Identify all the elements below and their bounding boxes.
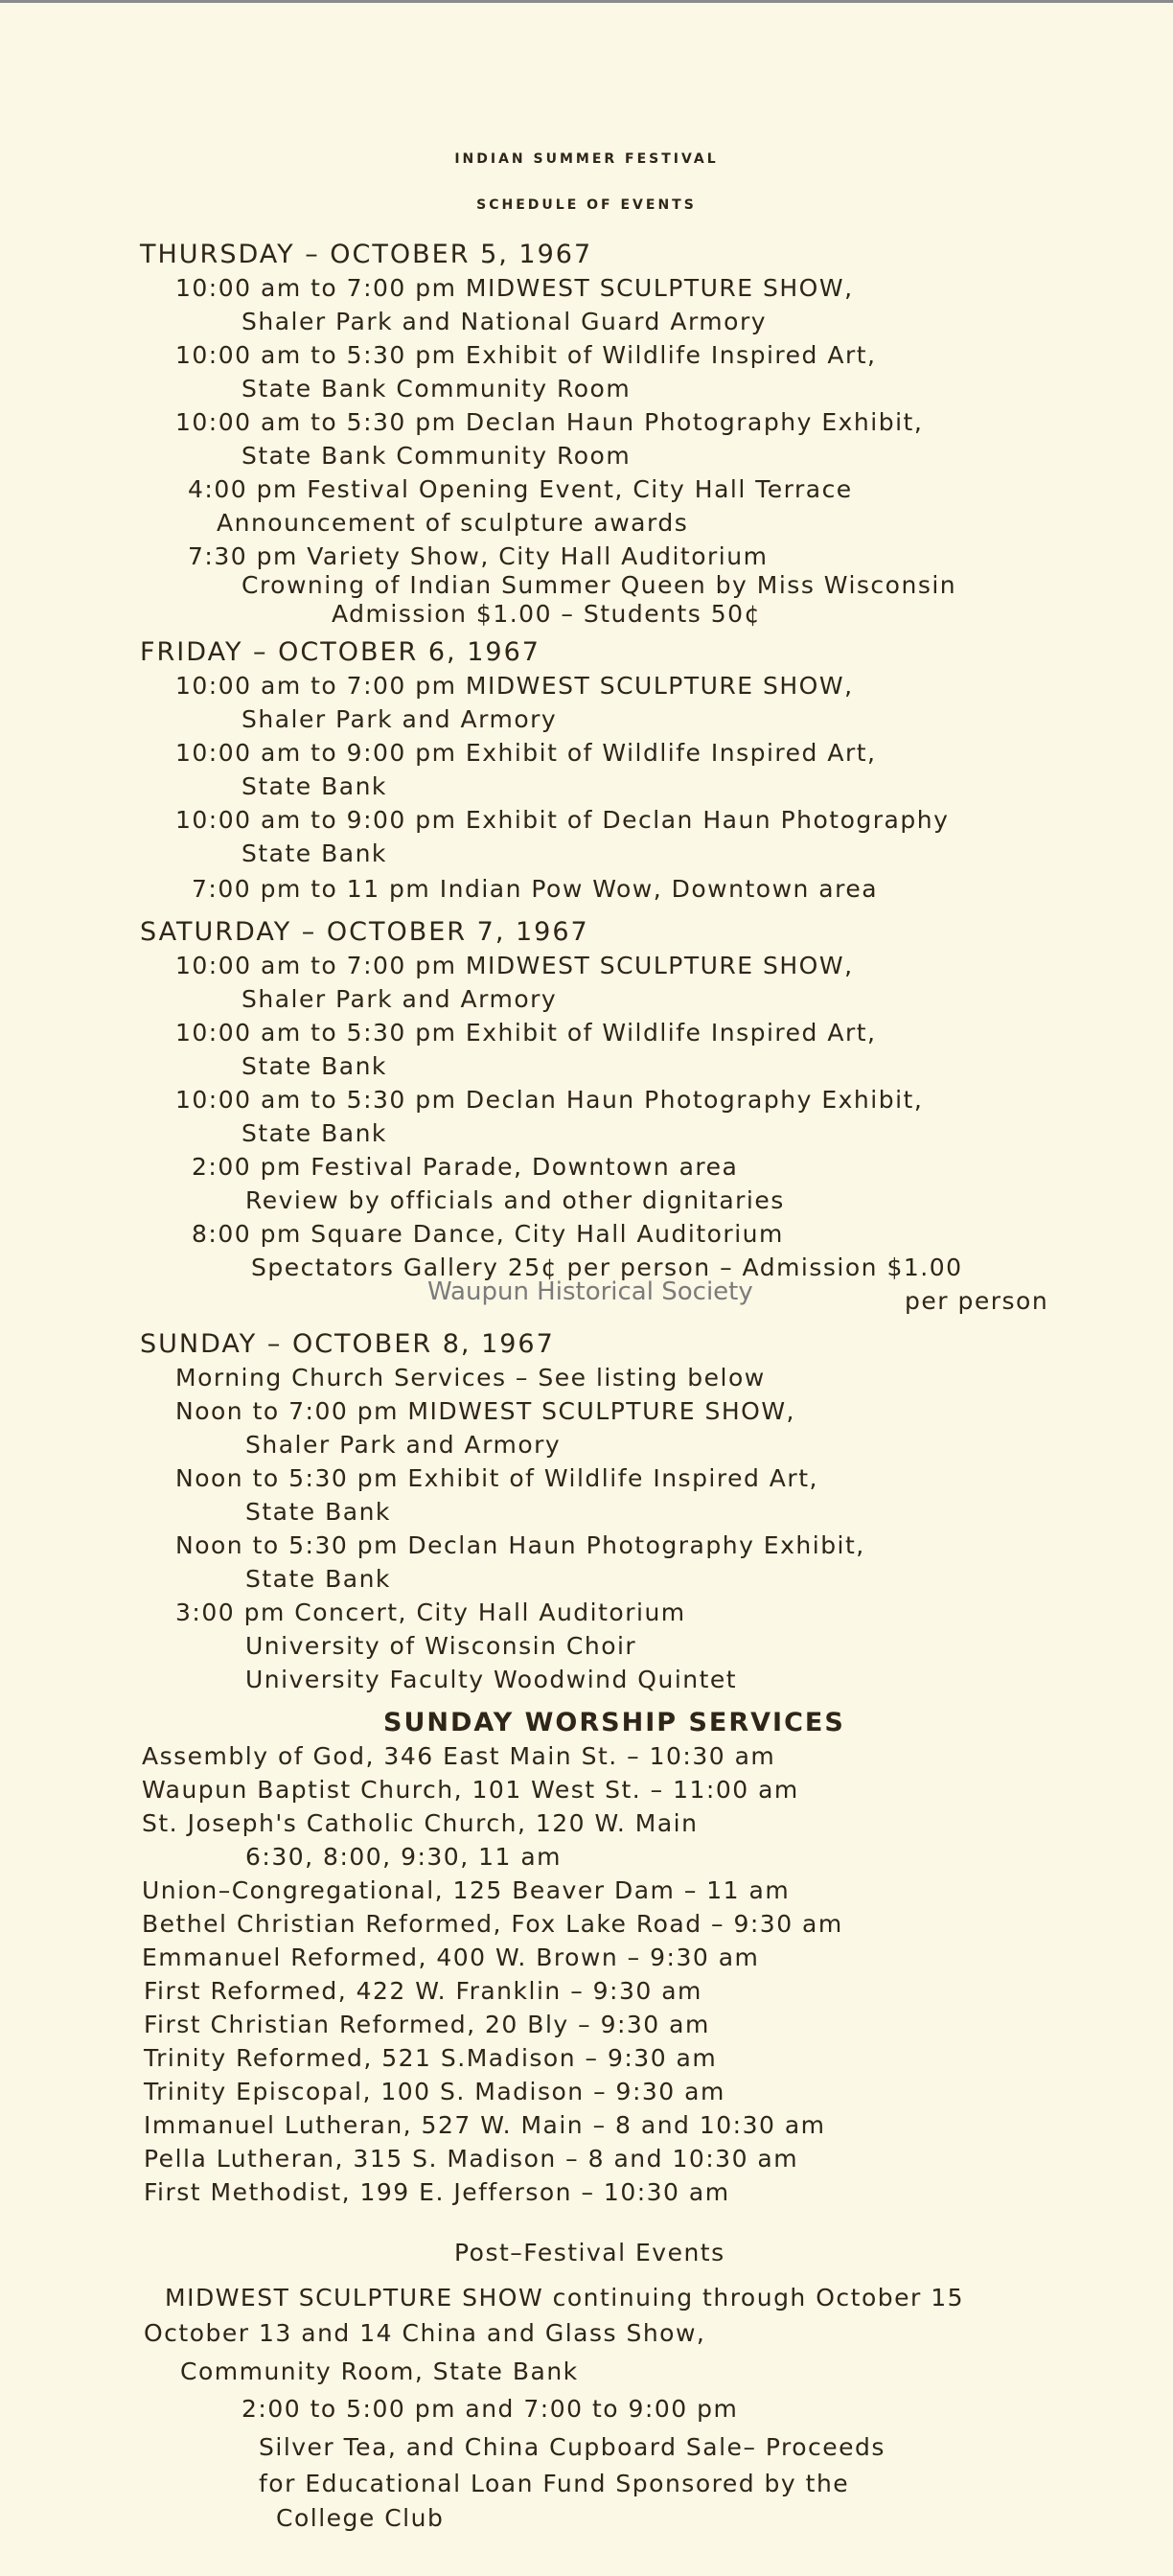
church-line: First Reformed, 422 W. Franklin – 9:30 am (144, 1977, 702, 2005)
event-detail: State Bank (242, 1052, 387, 1080)
event-line: 7:30 pm Variety Show, City Hall Auditorium (188, 542, 769, 570)
event-line: 4:00 pm Festival Opening Event, City Hall Terrace (188, 475, 853, 503)
top-rule (0, 0, 1173, 3)
saturday-heading: SATURDAY – OCTOBER 7, 1967 (140, 917, 589, 947)
event-detail: State Bank Community Room (242, 442, 632, 470)
event-line: 3:00 pm Concert, City Hall Auditorium (175, 1598, 686, 1626)
event-detail: Admission $1.00 – Students 50¢ (332, 600, 761, 628)
sunday-heading: SUNDAY – OCTOBER 8, 1967 (140, 1329, 555, 1359)
friday-heading: FRIDAY – OCTOBER 6, 1967 (140, 637, 540, 667)
post-event-line: MIDWEST SCULPTURE SHOW continuing through October 15 (165, 2284, 965, 2312)
church-line: St. Joseph's Catholic Church, 120 W. Main (142, 1809, 699, 1837)
title-line-2: SCHEDULE OF EVENTS (476, 197, 697, 213)
church-line: First Methodist, 199 E. Jefferson – 10:30 am (144, 2178, 730, 2206)
event-line: Noon to 5:30 pm Declan Haun Photography Exhibit, (175, 1531, 865, 1559)
event-detail: Announcement of sculpture awards (217, 509, 689, 537)
event-detail: State Bank (242, 1119, 387, 1147)
event-detail: State Bank (242, 772, 387, 800)
post-event-line: October 13 and 14 China and Glass Show, (144, 2319, 706, 2347)
church-line: First Christian Reformed, 20 Bly – 9:30 am (144, 2011, 710, 2038)
event-line: 10:00 am to 7:00 pm MIDWEST SCULPTURE SHOW, (175, 952, 854, 979)
post-event-detail: College Club (276, 2504, 445, 2532)
event-detail: Shaler Park and Armory (242, 985, 558, 1013)
event-line: 7:00 pm to 11 pm Indian Pow Wow, Downtown area (192, 875, 879, 903)
event-detail: University Faculty Woodwind Quintet (245, 1666, 738, 1693)
event-detail: State Bank (245, 1498, 391, 1526)
post-event-detail: Silver Tea, and China Cupboard Sale– Proceeds (259, 2433, 886, 2461)
thursday-heading: THURSDAY – OCTOBER 5, 1967 (140, 240, 593, 269)
event-detail: State Bank (245, 1565, 391, 1593)
church-line: Emmanuel Reformed, 400 W. Brown – 9:30 am (142, 1944, 760, 1971)
event-detail: Shaler Park and Armory (242, 705, 558, 733)
event-line: 10:00 am to 9:00 pm Exhibit of Wildlife Inspired Art, (175, 739, 877, 767)
post-festival-heading: Post–Festival Events (454, 2239, 725, 2266)
event-line: Noon to 5:30 pm Exhibit of Wildlife Inspired Art, (175, 1464, 818, 1492)
event-detail: per person (905, 1287, 1049, 1315)
event-line: 10:00 am to 7:00 pm MIDWEST SCULPTURE SHOW, (175, 672, 854, 700)
event-detail: Spectators Gallery 25¢ per person – Admission $1.00 (251, 1254, 963, 1281)
event-line: Morning Church Services – See listing below (175, 1364, 766, 1392)
post-event-detail: Community Room, State Bank (180, 2358, 579, 2385)
event-line: 10:00 am to 5:30 pm Exhibit of Wildlife Inspired Art, (175, 341, 877, 369)
event-detail: Review by officials and other dignitaries (245, 1186, 785, 1214)
event-line: 8:00 pm Square Dance, City Hall Auditorium (192, 1220, 784, 1248)
event-line: 10:00 am to 5:30 pm Exhibit of Wildlife Inspired Art, (175, 1019, 877, 1046)
post-event-detail: for Educational Loan Fund Sponsored by the (259, 2470, 850, 2497)
church-line: Waupun Baptist Church, 101 West St. – 11:00 am (142, 1776, 799, 1804)
church-line: Trinity Episcopal, 100 S. Madison – 9:30 am (144, 2078, 725, 2105)
worship-heading: SUNDAY WORSHIP SERVICES (383, 1708, 845, 1737)
event-line: 10:00 am to 9:00 pm Exhibit of Declan Haun Photography (175, 806, 950, 834)
church-line: Assembly of God, 346 East Main St. – 10:30 am (142, 1742, 776, 1770)
church-line: Immanuel Lutheran, 527 W. Main – 8 and 10:30 am (144, 2111, 826, 2139)
title-line-1: INDIAN SUMMER FESTIVAL (454, 151, 719, 167)
event-line: 10:00 am to 5:30 pm Declan Haun Photography Exhibit, (175, 1086, 924, 1114)
event-detail: University of Wisconsin Choir (245, 1632, 637, 1660)
watermark: Waupun Historical Society (427, 1277, 753, 1306)
post-event-detail: 2:00 to 5:00 pm and 7:00 to 9:00 pm (242, 2395, 739, 2423)
church-times: 6:30, 8:00, 9:30, 11 am (245, 1843, 563, 1871)
event-detail: State Bank Community Room (242, 375, 632, 402)
event-line: Noon to 7:00 pm MIDWEST SCULPTURE SHOW, (175, 1397, 796, 1425)
church-line: Pella Lutheran, 315 S. Madison – 8 and 10:30 am (144, 2145, 799, 2173)
event-detail: Shaler Park and Armory (245, 1431, 562, 1459)
event-detail: State Bank (242, 840, 387, 867)
church-line: Bethel Christian Reformed, Fox Lake Road – 9:30 am (142, 1910, 843, 1938)
event-line: 10:00 am to 5:30 pm Declan Haun Photography Exhibit, (175, 408, 924, 436)
church-line: Trinity Reformed, 521 S.Madison – 9:30 am (144, 2044, 718, 2072)
event-line: 2:00 pm Festival Parade, Downtown area (192, 1153, 739, 1181)
event-detail: Shaler Park and National Guard Armory (242, 308, 768, 335)
event-detail: Crowning of Indian Summer Queen by Miss Wisconsin (242, 571, 957, 599)
event-line: 10:00 am to 7:00 pm MIDWEST SCULPTURE SHOW, (175, 274, 854, 302)
church-line: Union–Congregational, 125 Beaver Dam – 11 am (142, 1876, 791, 1904)
